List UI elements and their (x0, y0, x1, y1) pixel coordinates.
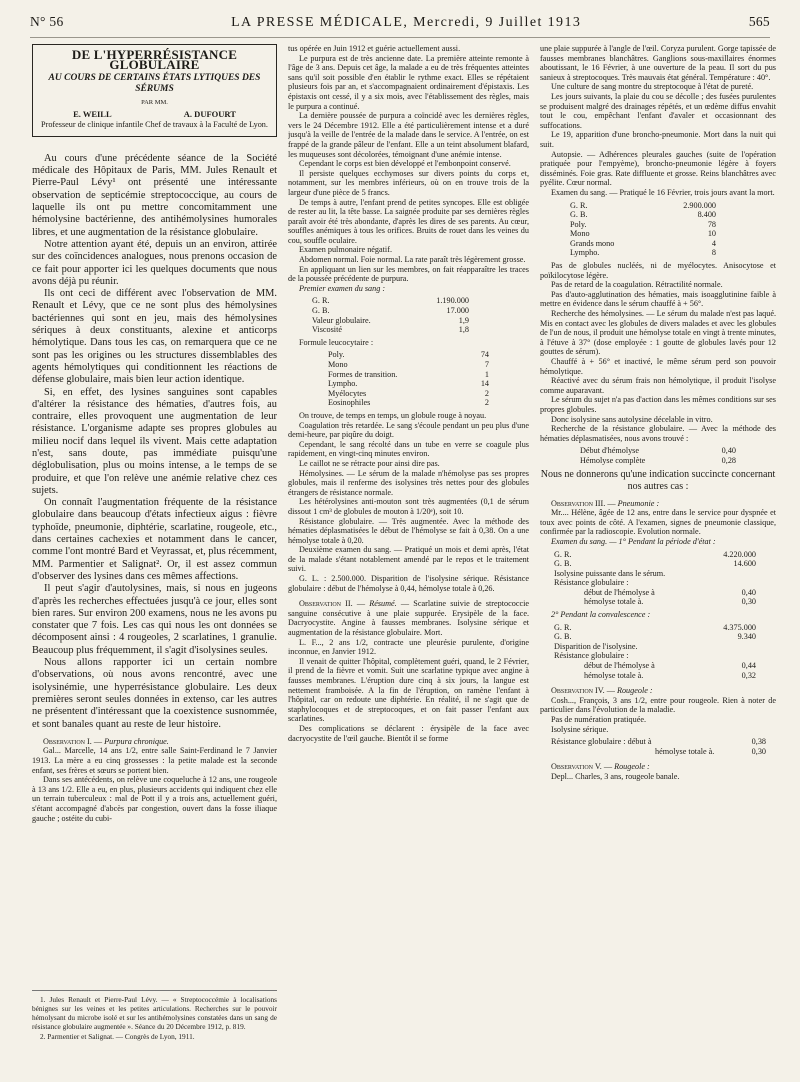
obs-title: Rougeole : (614, 762, 650, 772)
row-value: 2.900.000 (683, 200, 716, 210)
exam-title (540, 537, 776, 547)
row-value: 9.340 (737, 632, 756, 642)
obs-heading: Observation I. — Purpura chronique. (43, 736, 169, 746)
row-value: 14.600 (733, 559, 756, 569)
paragraph: Cosh..., François, 3 ans 1/2, entre pour rougeole. Rien à noter de particulier dans l'évolution de la maladie. (540, 695, 776, 715)
paragraph: Le caillot ne se rétracte pour ainsi dire pas. (299, 458, 440, 468)
formula-table (328, 350, 489, 408)
paragraph: De temps à autre, l'enfant prend de petites syncopes. Elle est obligée de rester au lit, la tête basse. La saignée produite par ses dernières règles paraît avoir été très abondante, d'après les dires de ses parents. Au cœur, souffles anémiques à tous les orifices. Bruits de rouet dans les veines du cou, souffle oculaire. (288, 197, 529, 245)
row-label: Viscosité (312, 325, 342, 335)
paragraph: Chauffé à + 56° et inactivé, le même sérum perd son pouvoir hémolytique. (540, 357, 776, 376)
row-value: 0,40 (721, 446, 736, 456)
table-row (554, 559, 756, 569)
paragraph: Gal... Marcelle, 14 ans 1/2, entre salle Saint-Ferdinand le 7 Janvier 1913. La mère a eu cinq grossesses : la petite malade est la seconde enfant, ses frères et sœurs se portent bien. (32, 746, 277, 775)
row-value: 78 (707, 219, 716, 229)
table-line: Disparition de l'isolysine. (554, 641, 638, 651)
table-row (580, 446, 736, 456)
paragraph: Pas de retard de la coagulation. Rétractilité normale. (551, 280, 723, 290)
row-label: Résistance globulaire : début à (551, 737, 652, 747)
table-row (570, 201, 716, 211)
table-row (312, 325, 469, 335)
resistance-table (580, 446, 736, 465)
paragraph: Les jours suivants, la plaie du cou se décolle ; des fusées purulentes se produisent malgré des drainages répétés, et un œdème diffus envahit tout le cou, empêchant l'enfant d'avaler et occasionnant des suffocations. (540, 91, 776, 130)
paragraph: Le sérum du sujet n'a pas d'action dans les mêmes conditions sur ses propres globules. (540, 395, 776, 414)
row-label: début de l'hémolyse à (584, 661, 655, 671)
row-label: Formes de transition. (328, 369, 398, 379)
row-value: 0,44 (741, 661, 756, 671)
row-value: 0,38 (751, 737, 766, 747)
obs-title: Résumé. (369, 599, 397, 609)
paragraph: Une culture de sang montre du streptocoque à l'état de pureté. (551, 82, 754, 92)
observation-1 (32, 737, 277, 823)
footnote: 1. Jules Renault et Pierre-Paul Lévy. — « Streptococcémie à localisations bénignes sur les veines et les petites articulations. Recherches sur le pouvoir hémolysant du microbe isolé et sur les antihémolysines constatées dans un sang de résistance globulaire augmentée ». Séance du 20 Décembre 1912, p. 819. (32, 995, 277, 1031)
paragraph: Autopsie. — Adhérences pleurales gauches (suite de l'opération pratiquée pour l'empyème), broncho-pneumonie légère à foyers disséminés. Foie gras. Rate diffluente et grosse. Reins blanchâtres avec pyélite. Cœur normal. (540, 149, 776, 188)
paragraph: Les hétérolysines anti-mouton sont très augmentées (0,1 de sérum dissout 1 cm³ de globules de mouton à 1/20ᵉ), soit 10. (288, 497, 529, 516)
row-label: G. R. (554, 549, 572, 559)
table-row (554, 623, 756, 633)
row-label: hémolyse totale à. (584, 597, 644, 607)
observation-5 (540, 762, 776, 781)
table-line: Isolysine puissante dans le sérum. (554, 568, 666, 578)
row-label: G. R. (570, 200, 588, 210)
author-dufourt: A. DUFOURT (183, 109, 236, 120)
row-value: 7 (484, 360, 489, 369)
row-label: Lympho. (328, 379, 358, 389)
obs-label: Observation I. (43, 736, 92, 746)
obs-label: Observation III. (551, 498, 606, 508)
row-label: Poly. (328, 350, 345, 360)
footnote: 2. Parmentier et Salignat. — Congrès de Lyon, 1911. (40, 1032, 195, 1041)
obs3-table-2 (554, 623, 756, 681)
row-value: 0,40 (741, 587, 756, 597)
paragraph: Cependant, le sang récolté dans un tube en verre se coagule plus rapidement, en vingt-cinq minutes environ. (288, 439, 529, 459)
paragraph: Le 19, apparition d'une broncho-pneumonie. Mort dans la nuit qui suit. (540, 130, 776, 149)
obs-title: Pneumonie : (617, 498, 660, 508)
row-label: Grands mono (570, 238, 615, 248)
table-row (312, 316, 469, 326)
paragraph: Ils ont ceci de différent avec l'observation de MM. Renault et Lévy, que ce ne sont plus des hémolysines bactériennes qui sont en jeu, mais des hémolysines sériques à deux constituants, alexine et anticorps hémolytique. Dans tous les cas, on remarquera que ce ne sont pas les origines ou les structures dissemblables des agents hémolytiques qui conditionnent les réactions de défense globulaire, mais bien leur action identique. (32, 288, 277, 386)
row-value: 2 (484, 398, 489, 408)
table-line: Résistance globulaire : (554, 651, 629, 661)
row-value: 4.220.000 (723, 549, 756, 559)
paragraph: Examen pulmonaire négatif. (299, 245, 392, 255)
row-label: hémolyse totale à. (584, 670, 644, 680)
obs-label: Observation II. (299, 599, 353, 609)
row-label: Myélocytes (328, 388, 367, 398)
paragraph: Il peut s'agir d'autolysines, mais, si nous en jugeons d'après les recherches effectuées jusqu'à ce jour, elles sont bien rares. Sur environ 200 examens, nous ne les avons pu constater que 7 fois. Les cas qui nous les ont données se décomposent ainsi : 4 rougeoles, 2 scarlatines, 1 granulie. Beaucoup plus fréquemment, il s'agit d'isolysines seules. (32, 583, 277, 656)
table-row (551, 737, 766, 747)
paragraph: Le purpura est de très ancienne date. La première atteinte remonte à l'âge de 3 ans. Depuis cet âge, la malade a eu de très fréquentes atteintes sans qu'il soit possible d'en établir le rythme exact. Elles se répétaient plusieurs fois par an, et s'accompagnaient ordinairement d'épistaxis. Les épistaxis ont cessé, il y a six mois, avec l'établissement des règles, mais le purpura a continué. (288, 53, 529, 111)
author-affiliation: Professeur de clinique infantile Chef de travaux à la Faculté de Lyon. (41, 120, 268, 130)
row-value: 0,28 (721, 455, 736, 465)
row-value: 74 (480, 350, 489, 360)
table-row (570, 210, 716, 220)
table-row (655, 747, 766, 757)
observation-2 (288, 599, 529, 743)
exam-title-text: 2° Pendant la convalescence : (551, 610, 651, 620)
row-label: Début d'hémolyse (580, 446, 640, 456)
row-value: 2 (484, 388, 489, 398)
obs-label: Observation IV. (551, 686, 605, 696)
paragraph: tus opérée en Juin 1912 et guérie actuellement aussi. (288, 44, 461, 53)
column-2 (288, 44, 529, 1076)
table-row (554, 632, 756, 642)
intro-text (32, 153, 277, 731)
paragraph: L. F..., 2 ans 1/2, contracte une pleurésie purulente, d'origine inconnue, en Janvier 1912. (288, 637, 529, 657)
formula-title: Formule leucocytaire : (299, 337, 374, 347)
footnotes (32, 990, 277, 1042)
paragraph: Mr.... Hélène, âgée de 12 ans, entre dans le service pour dyspnée et toux avec points de côté. A l'examen, signes de pneumonie classique, confirmée par la radioscopie. Evolution normale. (540, 508, 776, 537)
column-1 (32, 44, 277, 1076)
article-authors (37, 109, 272, 119)
paragraph: Coagulation très retardée. Le sang s'écoule pendant un peu plus d'une demi-heure, par piqûre du doigt. (288, 420, 529, 440)
table-row (328, 379, 489, 389)
table-row (328, 350, 489, 360)
observation-3 (540, 499, 776, 681)
column-3 (540, 44, 776, 1076)
row-label: début de l'hémolyse à (584, 587, 655, 597)
paragraph: Il persiste quelques ecchymoses sur divers points du corps et, notamment, sur les membres inférieurs, où on en trouve trois de la largeur d'une pièce de 5 francs. (288, 168, 529, 197)
row-label: Valeur globulaire. (312, 315, 371, 325)
paragraph: Au cours d'une précédente séance de la Société médicale des Hôpitaux de Paris, MM. Jules Renault et Pierre-Paul Lévy¹ ont présenté une intéressante observation de septicémie streptococcique, au cours de laquelle ils ont pu mettre concomitamment une hémolysine bactérienne, des antihémolysines humorales libres, et une augmentation de la résistance globulaire. (32, 152, 277, 238)
table-row (570, 220, 716, 230)
obs-heading: Observation IV. — Rougeole : (551, 686, 653, 696)
obs-label: Observation V. (551, 762, 602, 772)
row-label: Mono (570, 229, 590, 239)
row-label: G. B. (554, 559, 572, 569)
obs-title: Rougeole : (616, 686, 653, 696)
obs-heading: Observation II. — Résumé. — Scarlatine suivie de streptococcie sanguine consécutive à une plaie suppurée. Erysipèle de la face. Dacryocystite. Angine à fausses membranes. Isolysine sérique et augmentation de la résistance globulaire. Mort. (288, 599, 529, 638)
running-title: LA PRESSE MÉDICALE, Mercredi, 9 Juillet 1913 (231, 15, 582, 30)
paragraph: Donc isolysine sans autolysine décelable in vitro. (551, 414, 713, 424)
row-label: Hémolyse complète (580, 455, 646, 465)
paragraph: Recherche de la résistance globulaire. — Avec la méthode des hématies déplasmatisées, nous avons trouvé : (540, 424, 776, 443)
paragraph: Pas d'auto-agglutination des hématies, mais isoagglutinine faible à mettre en évidence dans le sérum chauffé à + 56°. (540, 289, 776, 309)
row-value: 4.375.000 (723, 622, 756, 632)
row-value: 10 (707, 229, 716, 239)
paragraph: Examen du sang. — Pratiqué le 16 Février, trois jours avant la mort. (551, 187, 775, 197)
row-label: G. B. (312, 306, 330, 316)
table-row (584, 588, 756, 598)
paragraph: Réactivé avec du sérum frais non hémolytique, il produit l'isolyse comme auparavant. (540, 376, 776, 395)
table-row (570, 248, 716, 258)
row-value: 1 (484, 369, 489, 379)
paragraph: En appliquant un lien sur les membres, on fait réapparaître les traces de la poussée précédente de purpura. (288, 264, 529, 284)
obs-title: Purpura chronique. (104, 736, 169, 746)
row-label: G. R. (312, 296, 330, 306)
obs3-table-1 (554, 550, 756, 608)
paragraph: Deuxième examen du sang. — Pratiqué un mois et demi après, l'état de la malade s'étant notablement amendé par le repos et le traitement suivi. (288, 545, 529, 574)
row-label: Eosinophiles (328, 398, 371, 408)
table-line: Résistance globulaire : (554, 578, 629, 588)
paragraph: Pas de globules nucléés, ni de myélocytes. Anisocytose et poïkilocytose légère. (540, 261, 776, 280)
paragraph: Nous allons rapporter ici un certain nombre d'observations, où nous avons rencontré, avec une isolysinémie, une hyperrésistance globulaire. Les deux premières seront seules données in extenso, car les autres ne présentent d'intéressant que la coexistence susnommée, et sont banales quant au reste de leur histoire. (32, 657, 277, 730)
paragraph: Si, en effet, des lysines sanguines sont capables d'altérer la résistance des hématies, d'autres fois, au contraire, elles provoquent une augmentation de leur résistance. L'organisme adapte ses propres globules au milieu nocif dans lequel ils vivent. Mais cette adaptation n'est, sans doute, pas immédiate puisqu'une déglobulisation, plus ou moins intense, a le temps de se produire, et que l'on relève une anémie relative chez ces sujets. (32, 386, 277, 496)
paragraph: Dans ses antécédents, on relève une coqueluche à 12 ans, une rougeole à 13 ans 1/2. Elle a eu, en plus, plusieurs accidents qui indiquent chez elle un terrain tuberculeux : mal de Pott il y a trois ans, actuellement guéri, s'étant accompagné d'abcès par congestion, ouvert dans la fosse iliaque gauche ; ostéite du cubi- (32, 775, 277, 823)
exam-title (288, 284, 529, 294)
table-row (570, 229, 716, 239)
paragraph: Il venait de quitter l'hôpital, complètement guéri, quand, le 2 Février, il prend de la fièvre et vomit. Suit une scarlatine typique avec angine à fausses membranes. L'éruption dure cinq à six jours, la langue est nettement framboisée. A la fin de l'éruption, on ramène l'enfant à l'hôpital, car on redoute une diphtérie. En réalité, il ne s'agit que de staphylocoques et de streptocoques, et on fait passer l'enfant aux scarlatines. (288, 656, 529, 724)
table-row (584, 671, 756, 681)
row-value: 1.190.000 (436, 296, 469, 306)
row-value: 14 (480, 379, 489, 389)
paragraph: Depl... Charles, 3 ans, rougeole banale. (551, 771, 680, 781)
row-value: 0,32 (741, 670, 756, 680)
paragraph: Cependant le corps est bien développé et l'embonpoint conservé. (299, 159, 511, 169)
table-row (584, 661, 756, 671)
paragraph: G. L. : 2.500.000. Disparition de l'isolysine sérique. Résistance globulaire : début de l'hémolyse à 0,44, hémolyse totale à 0,26. (288, 574, 529, 593)
obs-summary: — Scarlatine suivie de streptococcie sanguine consécutive à une plaie suppurée. Erysipèle de la face. Dacryocystite. Angine à fausses membranes. Isolysine sérique et augmentation de la résistance globulaire. Mort. (288, 599, 529, 638)
table-row (554, 550, 756, 560)
table-row (328, 389, 489, 399)
blood-table-1 (312, 296, 469, 334)
paragraph: une plaie suppurée à l'angle de l'œil. Coryza purulent. Gorge tapissée de fausses membranes blanchâtres. Ganglions sous-maxillaires énormes aboutissant, le 16 Février, à une ouverture de la peau. Il sort du pus sanieux à streptocoques. Très mauvais état général. Température : 40°. (540, 44, 776, 82)
blood-table-2 (570, 201, 716, 259)
table-row (328, 360, 489, 370)
table-row (312, 306, 469, 316)
table-row (570, 239, 716, 249)
paragraph: On connaît l'augmentation fréquente de la résistance globulaire dans beaucoup d'états infectieux aigus : fièvre typhoïde, pneumonie, diphtérie, scarlatine, rougeole, etc., dans certaines cachexies et notamment dans le cancer, comme l'ont montré Bard et Veyrassat, et, plus récemment, MM. Parmentier et Salignat². Or, il est assez commun d'observer des lysines dans ces mêmes affections. (32, 497, 277, 582)
paragraph: On trouve, de temps en temps, un globule rouge à noyau. (299, 410, 487, 420)
row-label: G. R. (554, 622, 572, 632)
table-row (328, 398, 489, 408)
article-subtitle: AU COURS DE CERTAINS ÉTATS LYTIQUES DES SÉRUMS (48, 73, 261, 95)
table-row (580, 456, 736, 466)
row-label: Poly. (570, 219, 587, 229)
issue-number: N° 56 (30, 14, 64, 29)
paragraph: Pas de numération pratiquée. (551, 715, 647, 724)
obs-heading: Observation V. — Rougeole : (551, 762, 650, 772)
row-value: 1,9 (458, 315, 469, 325)
row-value: 0,30 (741, 597, 756, 607)
row-value: 4 (711, 238, 716, 248)
row-value: 1,8 (458, 325, 469, 335)
row-value: 0,30 (751, 746, 766, 756)
exam-title-text: Examen du sang. — 1° Pendant la période d'état : (551, 536, 716, 546)
page-number: 565 (748, 14, 770, 29)
row-label: G. B. (570, 210, 588, 220)
row-label: Mono (328, 360, 348, 369)
author-weill: E. WEILL (73, 109, 112, 120)
obs-heading: Observation III. — Pneumonie : (551, 498, 660, 508)
paragraph: Abdomen normal. Foie normal. La rate paraît très légèrement grosse. (299, 255, 526, 265)
exam-title (540, 610, 776, 620)
paragraph: Des complications se déclarent : érysipèle de la face avec dacryocystite de l'œil gauche. Bientôt il se forme (288, 723, 529, 743)
row-value: 8 (711, 248, 716, 258)
paragraph: Notre attention ayant été, depuis un an environ, attirée sur des coïncidences analogues, nous prenons occasion de ce fait pour apporter ici les quelques documents que nous avons déjà pu réunir. (32, 238, 277, 287)
page-header (30, 14, 770, 38)
paragraph: Isolysine sérique. (551, 724, 609, 734)
article-title: DE L'HYPERRÉSISTANCE GLOBULAIRE (71, 47, 238, 73)
observation-4 (540, 686, 776, 756)
row-label: hémolyse totale à. (655, 746, 715, 756)
row-value: 17.000 (446, 306, 469, 316)
row-label: G. B. (554, 632, 572, 642)
exam-title-text: Premier examen du sang : (299, 283, 386, 293)
paragraph: La dernière poussée de purpura a coïncidé avec les dernières règles, vers le 24 Décembre 1912. Elle a été particulièrement intense et a duré jusqu'à la veille de l'entrée de la malade dans le service. A l'entrée, on est frappé de la grande pâleur de l'enfant. Elle a un teint absolument blafard, les muqueuses sont décolorées, témoignant d'une anémie intense. (288, 111, 529, 159)
table-row (328, 370, 489, 380)
paragraph: Hémolysines. — Le sérum de la malade n'hémolyse pas ses propres globules, mais il renferme des isolysines très nettes pour des globules étrangers de résistance normale. (288, 468, 529, 497)
row-value: 8.400 (697, 210, 716, 220)
table-row (312, 296, 469, 306)
transition-text: Nous ne donnerons qu'une indication succincte concernant nos autres cas : (540, 468, 776, 492)
paragraph: Résistance globulaire. — Très augmentée. Avec la méthode des hématies déplasmatisées le début de l'hémolyse se fait à 0,38. On a une hémolyse totale à 0,20. (288, 516, 529, 545)
article-title-box (32, 44, 277, 137)
table-row (584, 597, 756, 607)
article-par: PAR MM. (141, 99, 168, 107)
row-label: Lympho. (570, 248, 600, 258)
obs4-table (551, 737, 766, 756)
paragraph: Recherche des hémolysines. — Le sérum du malade n'est pas laqué. Mis en contact avec les globules de divers malades et avec les globules de l'un de nous, il produit une hémolyse totale en vingt à trente minutes, à l'étuve à 37° (dose employée : 1 goutte de globules lavés pour 12 gouttes de sérum). (540, 309, 776, 357)
